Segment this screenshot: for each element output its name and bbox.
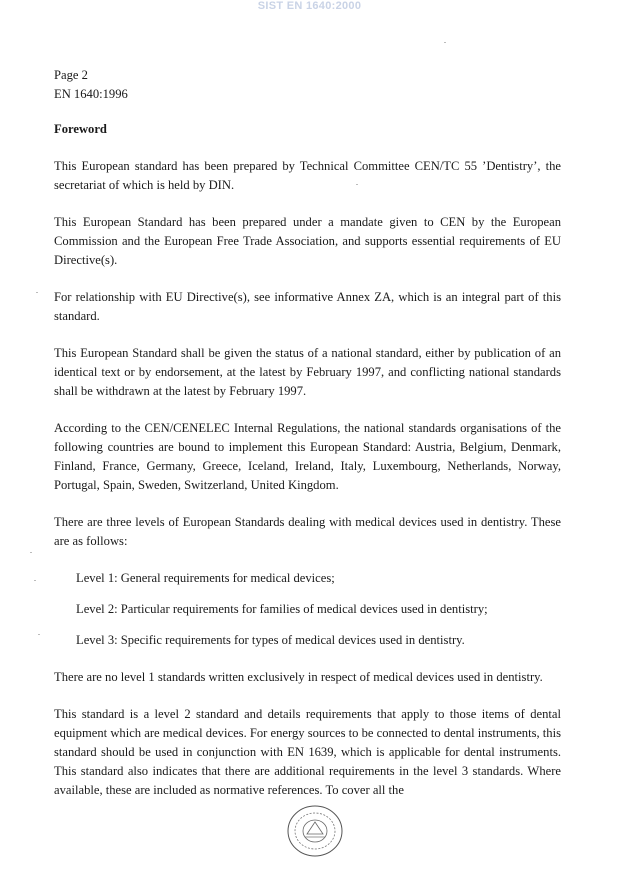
- list-item: Level 3: Specific requirements for types of medical devices used in dentistry.: [76, 633, 465, 647]
- paragraph: According to the CEN/CENELEC Internal Regulations, the national standards organisations of the following countries are bound to implement this European Standard: Austria, Belgium, Denmark, Finland, France, Germany, Greece, Iceland, Ireland, Italy, Luxembourg, Netherlands, Norway, Portugal, Spain, Sweden, Switzerland, United Kingdom.: [54, 421, 561, 492]
- list-item: Level 1: General requirements for medical devices;: [76, 571, 335, 585]
- paragraph: This European Standard shall be given the status of a national standard, either by publication of an identical text or by endorsement, at the latest by February 1997, and conflicting national standards shall be withdrawn at the latest by February 1997.: [54, 346, 561, 398]
- paragraph: This standard is a level 2 standard and details requirements that apply to those items of dental equipment which are medical devices. For energy sources to be connected to dental instruments, this standard should be used in conjunction with EN 1639, which is applicable for dental instruments. This standard also indicates that there are additional requirements in the level 3 standards. Where available, these are included as normative references. To cover all the: [54, 707, 561, 797]
- paragraph: This European Standard has been prepared under a mandate given to CEN by the European Commission and the European Free Trade Association, and supports essential requirements of EU Directive(s).: [54, 215, 561, 267]
- paragraph: For relationship with EU Directive(s), see informative Annex ZA, which is an integral part of this standard.: [54, 290, 561, 323]
- official-seal-icon: [286, 804, 344, 858]
- scan-speck: [30, 552, 32, 553]
- scan-speck: [34, 580, 36, 581]
- scan-speck: [444, 42, 446, 43]
- paragraph: This European standard has been prepared by Technical Committee CEN/TC 55 ’Dentistry’, the secretariat of which is held by DIN.: [54, 159, 561, 192]
- section-title: Foreword: [54, 122, 107, 136]
- scan-speck: [356, 184, 358, 185]
- page-number: Page 2: [54, 68, 88, 82]
- scan-speck: [36, 292, 38, 293]
- levels-list: [76, 569, 561, 650]
- scan-speck: [38, 634, 40, 635]
- paragraph: There are no level 1 standards written exclusively in respect of medical devices used in dentistry.: [54, 670, 543, 684]
- list-item: Level 2: Particular requirements for families of medical devices used in dentistry;: [76, 602, 488, 616]
- watermark: SIST EN 1640:2000: [257, 0, 362, 12]
- document-page: [54, 66, 561, 818]
- standard-number: EN 1640:1996: [54, 87, 128, 101]
- paragraph: There are three levels of European Standards dealing with medical devices used in dentistry. These are as follows:: [54, 515, 561, 548]
